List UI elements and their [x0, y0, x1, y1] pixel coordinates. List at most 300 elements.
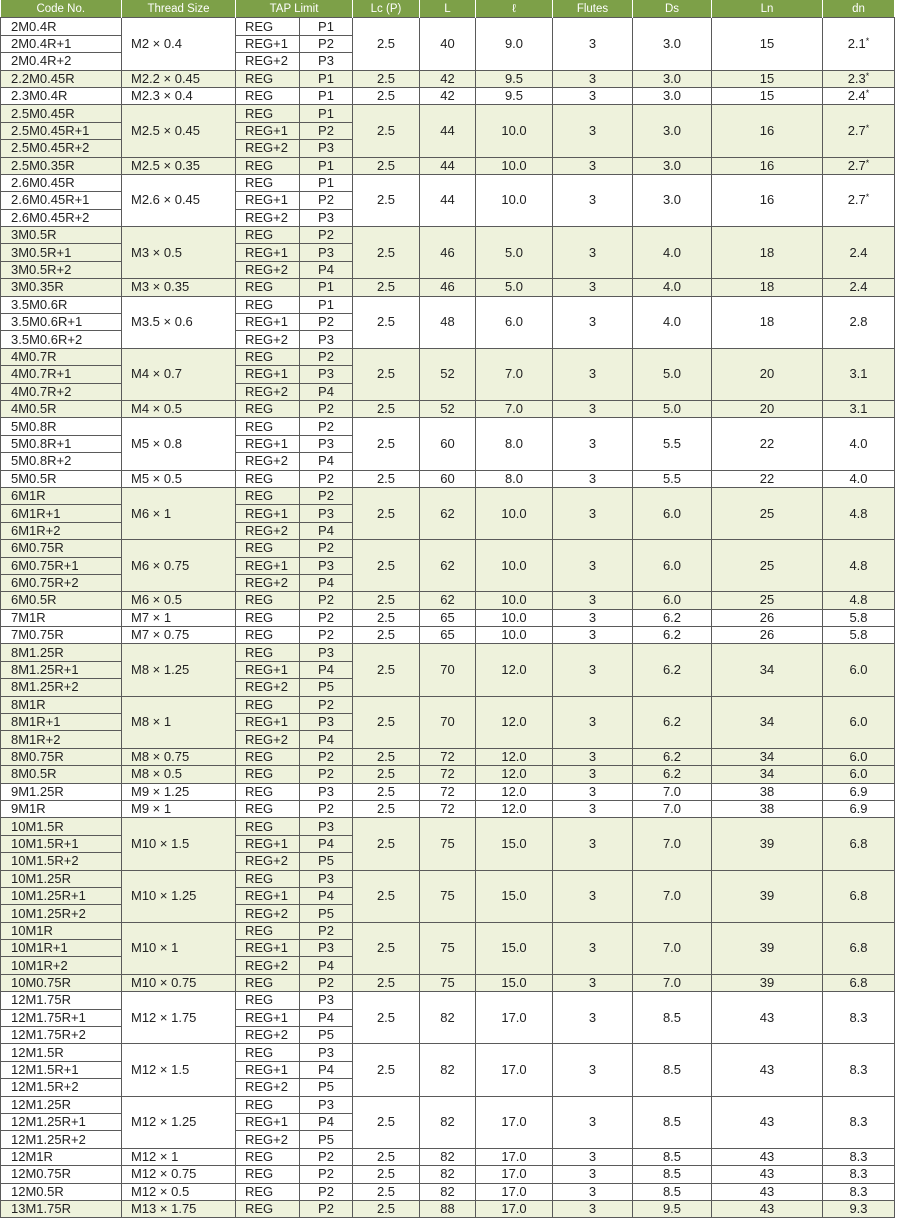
script-l-cell: 9.0: [476, 18, 553, 70]
tap-class-cell: REG: [236, 174, 300, 191]
ds-cell: 6.2: [633, 696, 712, 748]
tap-limit-cell: P3: [300, 714, 353, 731]
l-cell: 82: [420, 1096, 476, 1148]
tap-limit-cell: P3: [300, 53, 353, 70]
dn-value: 8.3: [849, 1009, 868, 1025]
flutes-cell: 3: [553, 1166, 633, 1183]
l-cell: 75: [420, 818, 476, 870]
tap-limit-cell: P1: [300, 87, 353, 104]
code-no-cell: 3.5M0.6R+1: [1, 314, 122, 331]
tap-class-cell: REG+1: [236, 557, 300, 574]
code-no-cell: 5M0.8R+2: [1, 453, 122, 470]
dn-value: 4.0: [849, 435, 868, 451]
ds-cell: 6.2: [633, 766, 712, 783]
dn-cell: [823, 348, 895, 400]
tap-limit-cell: P2: [300, 192, 353, 209]
table-row: [1, 870, 895, 887]
header-tap-limit: TAP Limit: [236, 0, 353, 18]
flutes-cell: 3: [553, 870, 633, 922]
code-no-cell: 3M0.5R+2: [1, 261, 122, 278]
dn-cell: [823, 279, 895, 296]
tap-class-cell: REG: [236, 400, 300, 417]
code-no-cell: 3M0.5R+1: [1, 244, 122, 261]
l-cell: 72: [420, 748, 476, 765]
table-row: [1, 400, 895, 417]
table-row: [1, 1096, 895, 1113]
tap-limit-cell: P2: [300, 35, 353, 52]
ln-cell: 43: [712, 1148, 823, 1165]
dn-value: 6.0: [849, 748, 868, 764]
thread-size-cell: M2.5 × 0.45: [122, 105, 236, 157]
dn-value: 3.1: [849, 401, 868, 417]
code-no-cell: 10M1.25R+1: [1, 887, 122, 904]
ln-cell: 22: [712, 418, 823, 470]
ln-cell: 20: [712, 400, 823, 417]
code-no-cell: 8M0.5R: [1, 766, 122, 783]
ds-cell: 9.5: [633, 1200, 712, 1217]
tap-class-cell: REG: [236, 1166, 300, 1183]
tap-limit-cell: P1: [300, 18, 353, 35]
ds-cell: 7.0: [633, 974, 712, 991]
ds-cell: 7.0: [633, 922, 712, 974]
code-no-cell: 2.5M0.35R: [1, 157, 122, 174]
tap-limit-cell: P4: [300, 1114, 353, 1131]
dn-value: 6.8: [849, 975, 868, 991]
tap-class-cell: REG+1: [236, 505, 300, 522]
tap-class-cell: REG: [236, 470, 300, 487]
tap-limit-cell: P2: [300, 1200, 353, 1217]
dn-cell: [823, 174, 895, 226]
footnote-mark: *: [865, 70, 870, 81]
script-l-cell: 15.0: [476, 974, 553, 991]
flutes-cell: 3: [553, 992, 633, 1044]
table-row: [1, 1148, 895, 1165]
dn-value: 2.4: [849, 244, 868, 260]
code-no-cell: 12M0.75R: [1, 1166, 122, 1183]
thread-size-cell: M8 × 0.75: [122, 748, 236, 765]
code-no-cell: 2M0.4R+1: [1, 35, 122, 52]
script-l-cell: 10.0: [476, 609, 553, 626]
script-l-cell: 17.0: [476, 1148, 553, 1165]
tap-limit-cell: P2: [300, 609, 353, 626]
tap-limit-cell: P4: [300, 835, 353, 852]
script-l-cell: 7.0: [476, 348, 553, 400]
ln-cell: 26: [712, 627, 823, 644]
flutes-cell: 3: [553, 783, 633, 800]
lc-cell: 2.5: [353, 1148, 420, 1165]
tap-class-cell: REG: [236, 227, 300, 244]
thread-size-cell: M2.5 × 0.35: [122, 157, 236, 174]
tap-limit-cell: P1: [300, 279, 353, 296]
flutes-cell: 3: [553, 157, 633, 174]
thread-size-cell: M8 × 0.5: [122, 766, 236, 783]
l-cell: 75: [420, 922, 476, 974]
l-cell: 44: [420, 105, 476, 157]
tap-limit-cell: P3: [300, 244, 353, 261]
flutes-cell: 3: [553, 1200, 633, 1217]
lc-cell: 2.5: [353, 766, 420, 783]
flutes-cell: 3: [553, 70, 633, 87]
tap-class-cell: REG+1: [236, 366, 300, 383]
tap-limit-cell: P5: [300, 1131, 353, 1148]
l-cell: 70: [420, 696, 476, 748]
l-cell: 62: [420, 487, 476, 539]
header-dn: dn: [823, 0, 895, 18]
ln-cell: 43: [712, 1044, 823, 1096]
lc-cell: 2.5: [353, 400, 420, 417]
table-row: [1, 227, 895, 244]
lc-cell: 2.5: [353, 348, 420, 400]
dn-cell: [823, 644, 895, 696]
code-no-cell: 6M0.5R: [1, 592, 122, 609]
script-l-cell: 10.0: [476, 487, 553, 539]
ds-cell: 7.0: [633, 800, 712, 817]
tap-limit-cell: P1: [300, 70, 353, 87]
thread-size-cell: M3 × 0.35: [122, 279, 236, 296]
l-cell: 70: [420, 644, 476, 696]
ln-cell: 39: [712, 922, 823, 974]
flutes-cell: 3: [553, 766, 633, 783]
tap-class-cell: REG: [236, 783, 300, 800]
dn-value: 6.8: [849, 835, 868, 851]
l-cell: 65: [420, 609, 476, 626]
table-row: [1, 70, 895, 87]
ln-cell: 18: [712, 296, 823, 348]
script-l-cell: 17.0: [476, 1183, 553, 1200]
tap-limit-cell: P4: [300, 887, 353, 904]
footnote-mark: *: [865, 35, 870, 46]
tap-limit-cell: P4: [300, 1061, 353, 1078]
tap-limit-cell: P3: [300, 1096, 353, 1113]
table-row: [1, 696, 895, 713]
thread-size-cell: M10 × 1.5: [122, 818, 236, 870]
flutes-cell: 3: [553, 609, 633, 626]
tap-class-cell: REG+2: [236, 1131, 300, 1148]
ln-cell: 25: [712, 487, 823, 539]
script-l-cell: 17.0: [476, 1044, 553, 1096]
header-l: L: [420, 0, 476, 18]
tap-class-cell: REG+1: [236, 35, 300, 52]
ln-cell: 43: [712, 992, 823, 1044]
header-lc: Lc (P): [353, 0, 420, 18]
tap-class-cell: REG: [236, 766, 300, 783]
thread-size-cell: M12 × 1.75: [122, 992, 236, 1044]
flutes-cell: 3: [553, 974, 633, 991]
dn-value: 5.8: [849, 609, 868, 625]
thread-size-cell: M12 × 0.75: [122, 1166, 236, 1183]
code-no-cell: 8M1.25R+1: [1, 661, 122, 678]
tap-class-cell: REG+2: [236, 453, 300, 470]
dn-value: 9.3: [849, 1201, 868, 1217]
code-no-cell: 7M0.75R: [1, 627, 122, 644]
ds-cell: 6.2: [633, 748, 712, 765]
flutes-cell: 3: [553, 105, 633, 157]
dn-cell: [823, 296, 895, 348]
thread-size-cell: M2.3 × 0.4: [122, 87, 236, 104]
flutes-cell: 3: [553, 748, 633, 765]
tap-limit-cell: P2: [300, 227, 353, 244]
tap-class-cell: REG: [236, 748, 300, 765]
code-no-cell: 2.5M0.45R+1: [1, 122, 122, 139]
tap-limit-cell: P2: [300, 592, 353, 609]
code-no-cell: 6M1R+2: [1, 522, 122, 539]
ds-cell: 6.0: [633, 592, 712, 609]
code-no-cell: 12M1.75R+1: [1, 1009, 122, 1026]
tap-class-cell: REG+1: [236, 940, 300, 957]
flutes-cell: 3: [553, 818, 633, 870]
tap-class-cell: REG+2: [236, 853, 300, 870]
thread-size-cell: M2.2 × 0.45: [122, 70, 236, 87]
lc-cell: 2.5: [353, 1044, 420, 1096]
script-l-cell: 9.5: [476, 87, 553, 104]
ds-cell: 6.0: [633, 540, 712, 592]
flutes-cell: 3: [553, 1148, 633, 1165]
code-no-cell: 10M0.75R: [1, 974, 122, 991]
script-l-cell: 10.0: [476, 105, 553, 157]
table-row: [1, 18, 895, 35]
tap-limit-cell: P3: [300, 366, 353, 383]
header-row: Code No. Thread Size TAP Limit Lc (P) L ℓ Flutes Ds Ln dn Type: [1, 0, 895, 18]
script-l-cell: 17.0: [476, 1096, 553, 1148]
lc-cell: 2.5: [353, 279, 420, 296]
ds-cell: 3.0: [633, 70, 712, 87]
ds-cell: 6.2: [633, 609, 712, 626]
lc-cell: 2.5: [353, 748, 420, 765]
tap-limit-cell: P2: [300, 748, 353, 765]
code-no-cell: 2.6M0.45R: [1, 174, 122, 191]
ds-cell: 7.0: [633, 818, 712, 870]
lc-cell: 2.5: [353, 818, 420, 870]
l-cell: 46: [420, 279, 476, 296]
lc-cell: 2.5: [353, 540, 420, 592]
thread-size-cell: M6 × 0.75: [122, 540, 236, 592]
ds-cell: 8.5: [633, 1148, 712, 1165]
dn-cell: [823, 609, 895, 626]
tap-limit-cell: P4: [300, 522, 353, 539]
tap-class-cell: REG+2: [236, 1027, 300, 1044]
code-no-cell: 10M1.25R: [1, 870, 122, 887]
script-l-cell: 8.0: [476, 418, 553, 470]
tap-limit-cell: P3: [300, 557, 353, 574]
tap-limit-cell: P5: [300, 853, 353, 870]
flutes-cell: 3: [553, 279, 633, 296]
ds-cell: 4.0: [633, 227, 712, 279]
code-no-cell: 12M1.25R+2: [1, 1131, 122, 1148]
tap-limit-cell: P4: [300, 383, 353, 400]
script-l-cell: 12.0: [476, 644, 553, 696]
tap-limit-cell: P2: [300, 1183, 353, 1200]
script-l-cell: 9.5: [476, 70, 553, 87]
ln-cell: 16: [712, 157, 823, 174]
lc-cell: 2.5: [353, 70, 420, 87]
code-no-cell: 3M0.35R: [1, 279, 122, 296]
table-row: [1, 540, 895, 557]
tap-limit-cell: P1: [300, 157, 353, 174]
lc-cell: 2.5: [353, 470, 420, 487]
tap-limit-cell: P2: [300, 400, 353, 417]
tap-class-cell: REG+1: [236, 122, 300, 139]
ln-cell: 18: [712, 227, 823, 279]
code-no-cell: 10M1R: [1, 922, 122, 939]
dn-cell: [823, 870, 895, 922]
ds-cell: 6.2: [633, 644, 712, 696]
script-l-cell: 10.0: [476, 592, 553, 609]
script-l-cell: 12.0: [476, 748, 553, 765]
l-cell: 60: [420, 418, 476, 470]
dn-value: 2.1: [847, 35, 866, 51]
dn-value: 4.8: [849, 505, 868, 521]
tap-limit-cell: P5: [300, 905, 353, 922]
ln-cell: 26: [712, 609, 823, 626]
table-row: [1, 818, 895, 835]
ds-cell: 8.5: [633, 1166, 712, 1183]
code-no-cell: 7M1R: [1, 609, 122, 626]
code-no-cell: 12M1.5R+1: [1, 1061, 122, 1078]
flutes-cell: 3: [553, 800, 633, 817]
flutes-cell: 3: [553, 644, 633, 696]
script-l-cell: 7.0: [476, 400, 553, 417]
lc-cell: 2.5: [353, 87, 420, 104]
l-cell: 75: [420, 870, 476, 922]
tap-class-cell: REG+2: [236, 574, 300, 591]
l-cell: 44: [420, 157, 476, 174]
table-row: [1, 922, 895, 939]
tap-class-cell: REG+2: [236, 53, 300, 70]
thread-size-cell: M12 × 1.25: [122, 1096, 236, 1148]
script-l-cell: 12.0: [476, 766, 553, 783]
script-l-cell: 10.0: [476, 540, 553, 592]
dn-cell: [823, 105, 895, 157]
script-l-cell: 10.0: [476, 627, 553, 644]
ln-cell: 43: [712, 1096, 823, 1148]
ds-cell: 5.5: [633, 418, 712, 470]
tap-limit-cell: P4: [300, 661, 353, 678]
tap-class-cell: REG: [236, 696, 300, 713]
l-cell: 42: [420, 87, 476, 104]
ds-cell: 8.5: [633, 1183, 712, 1200]
lc-cell: 2.5: [353, 1096, 420, 1148]
tap-class-cell: REG: [236, 18, 300, 35]
tap-class-cell: REG: [236, 1148, 300, 1165]
tap-limit-cell: P2: [300, 122, 353, 139]
dn-cell: [823, 87, 895, 104]
ln-cell: 43: [712, 1183, 823, 1200]
code-no-cell: 8M1.25R: [1, 644, 122, 661]
tap-class-cell: REG: [236, 1200, 300, 1217]
tap-limit-cell: P2: [300, 470, 353, 487]
thread-size-cell: M12 × 0.5: [122, 1183, 236, 1200]
tap-class-cell: REG+2: [236, 522, 300, 539]
table-row: [1, 105, 895, 122]
dn-cell: [823, 1200, 895, 1217]
code-no-cell: 10M1.5R: [1, 818, 122, 835]
ds-cell: 3.0: [633, 18, 712, 70]
tap-class-cell: REG: [236, 870, 300, 887]
ln-cell: 22: [712, 470, 823, 487]
code-no-cell: 5M0.5R: [1, 470, 122, 487]
tap-class-cell: REG: [236, 922, 300, 939]
thread-size-cell: M3 × 0.5: [122, 227, 236, 279]
ln-cell: 39: [712, 870, 823, 922]
tap-class-cell: REG: [236, 87, 300, 104]
dn-value: 2.7: [847, 192, 866, 208]
tap-class-cell: REG: [236, 644, 300, 661]
tap-limit-cell: P5: [300, 679, 353, 696]
ln-cell: 25: [712, 592, 823, 609]
l-cell: 40: [420, 18, 476, 70]
tap-class-cell: REG: [236, 540, 300, 557]
ds-cell: 6.0: [633, 487, 712, 539]
code-no-cell: 6M1R: [1, 487, 122, 504]
tap-limit-cell: P3: [300, 783, 353, 800]
header-script-l: ℓ: [476, 0, 553, 18]
tap-limit-cell: P3: [300, 1044, 353, 1061]
script-l-cell: 5.0: [476, 279, 553, 296]
thread-size-cell: M12 × 1: [122, 1148, 236, 1165]
table-row: [1, 348, 895, 365]
dn-cell: [823, 818, 895, 870]
table-row: [1, 783, 895, 800]
tap-class-cell: REG: [236, 1044, 300, 1061]
tap-class-cell: REG+2: [236, 1079, 300, 1096]
tap-class-cell: REG+2: [236, 957, 300, 974]
dn-cell: [823, 748, 895, 765]
thread-size-cell: M6 × 1: [122, 487, 236, 539]
dn-value: 8.3: [849, 1183, 868, 1199]
tap-limit-cell: P2: [300, 627, 353, 644]
ln-cell: 43: [712, 1200, 823, 1217]
ln-cell: 39: [712, 974, 823, 991]
ln-cell: 15: [712, 18, 823, 70]
code-no-cell: 6M1R+1: [1, 505, 122, 522]
script-l-cell: 8.0: [476, 470, 553, 487]
script-l-cell: 17.0: [476, 992, 553, 1044]
code-no-cell: 3M0.5R: [1, 227, 122, 244]
tap-limit-cell: P2: [300, 922, 353, 939]
thread-size-cell: M9 × 1.25: [122, 783, 236, 800]
dn-cell: [823, 157, 895, 174]
dn-cell: [823, 627, 895, 644]
ln-cell: 25: [712, 540, 823, 592]
tap-class-cell: REG+1: [236, 714, 300, 731]
flutes-cell: 3: [553, 1096, 633, 1148]
tap-class-cell: REG: [236, 818, 300, 835]
tap-limit-cell: P2: [300, 974, 353, 991]
dn-cell: [823, 18, 895, 70]
dn-value: 6.8: [849, 888, 868, 904]
lc-cell: 2.5: [353, 487, 420, 539]
l-cell: 52: [420, 348, 476, 400]
code-no-cell: 2M0.4R+2: [1, 53, 122, 70]
l-cell: 82: [420, 1148, 476, 1165]
table-row: [1, 609, 895, 626]
code-no-cell: 2.5M0.45R+2: [1, 140, 122, 157]
tap-limit-cell: P4: [300, 731, 353, 748]
tap-limit-cell: P5: [300, 1027, 353, 1044]
code-no-cell: 12M1.75R+2: [1, 1027, 122, 1044]
table-row: [1, 974, 895, 991]
script-l-cell: 12.0: [476, 783, 553, 800]
ds-cell: 4.0: [633, 296, 712, 348]
ds-cell: 8.5: [633, 1096, 712, 1148]
dn-cell: [823, 766, 895, 783]
code-no-cell: 2.2M0.45R: [1, 70, 122, 87]
flutes-cell: 3: [553, 400, 633, 417]
dn-value: 2.4: [849, 279, 868, 295]
tap-class-cell: REG+2: [236, 261, 300, 278]
code-no-cell: 12M0.5R: [1, 1183, 122, 1200]
ds-cell: 8.5: [633, 992, 712, 1044]
